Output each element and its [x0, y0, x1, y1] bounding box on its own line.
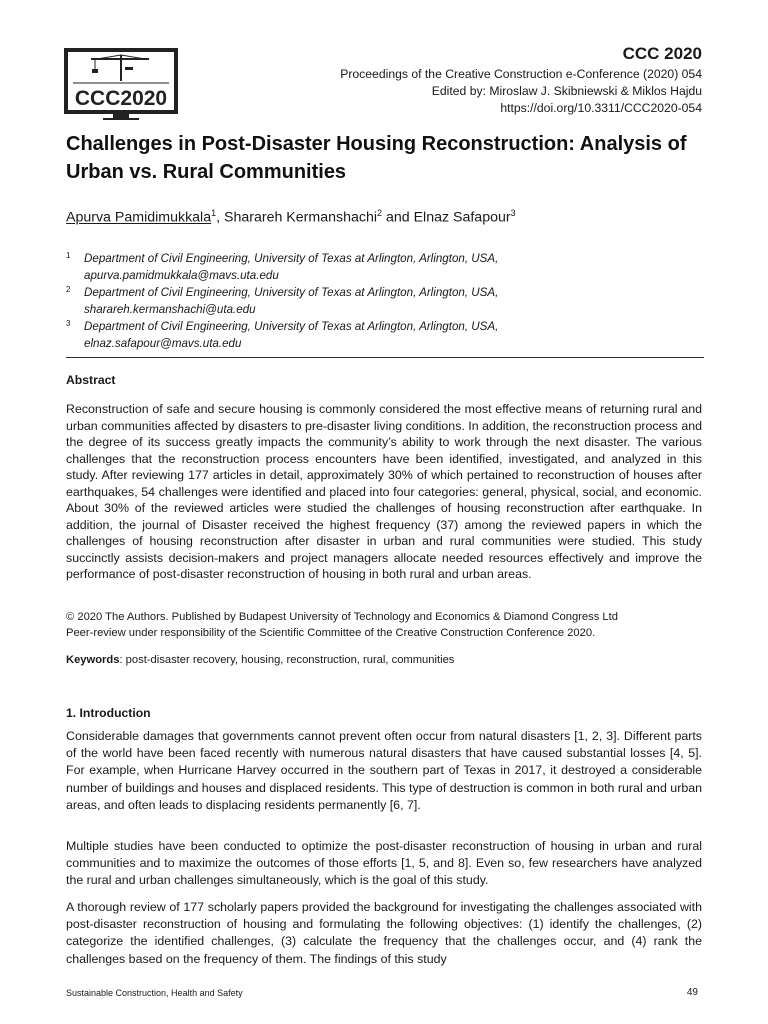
- copyright-line: © 2020 The Authors. Published by Budapest University of Technology and Economics & Diamond Congress Ltd: [66, 611, 618, 623]
- conference-short-title: CCC 2020: [622, 44, 702, 63]
- doi-link[interactable]: https://doi.org/10.3311/CCC2020-054: [500, 101, 702, 115]
- affiliation-dept: Department of Civil Engineering, University of Texas at Arlington, Arlington, USA,: [84, 252, 499, 265]
- introduction-heading: 1. Introduction: [66, 706, 151, 720]
- peer-review-line: Peer-review under responsibility of the Scientific Committee of the Creative Construction Conference 2020.: [66, 627, 596, 639]
- affiliation-item: [66, 250, 706, 284]
- author-name: Sharareh Kermanshachi: [224, 209, 377, 226]
- author-list: [66, 208, 516, 226]
- author-sup: 2: [377, 208, 383, 218]
- affiliation-item: [66, 284, 706, 318]
- intro-paragraph: Multiple studies have been conducted to optimize the post-disaster reconstruction of housing in urban and rural communities and to maximize the outcomes of those efforts [1, 5, and 8]. Even so, few researchers have analyzed the rural and urban challenges simultaneously, which is the goal of this study.: [66, 839, 702, 888]
- author-sup: 3: [510, 208, 516, 218]
- affiliation-number: 2: [66, 285, 71, 294]
- logo-text: CCC2020: [74, 87, 168, 110]
- editors-line: Edited by: Miroslaw J. Skibniewski & Miklos Hajdu: [431, 84, 702, 98]
- affiliation-email[interactable]: apurva.pamidmukkala@mavs.uta.edu: [84, 269, 279, 282]
- affiliation-dept: Department of Civil Engineering, University of Texas at Arlington, Arlington, USA,: [84, 286, 499, 299]
- intro-paragraph: A thorough review of 177 scholarly papers provided the background for investigating the challenges associated with post-disaster reconstruction of housing and formulating the following objectives: (1) identify the challenges, (2) categorize the identified challenges, (3) calculate the frequency that the challenges occur, and (4) rank the challenges based on the frequency of them. The findings of this study: [66, 900, 702, 966]
- affiliation-email[interactable]: elnaz.safapour@mavs.uta.edu: [84, 337, 242, 350]
- affiliation-item: [66, 318, 706, 352]
- author-separator: and: [382, 209, 414, 226]
- affiliations: [66, 250, 706, 352]
- author-separator: ,: [216, 209, 224, 226]
- section-divider: [66, 357, 704, 358]
- author-sup: 1: [211, 208, 217, 218]
- keywords-list: : post-disaster recovery, housing, reconstruction, rural, communities: [119, 654, 455, 666]
- abstract-heading: Abstract: [66, 373, 116, 387]
- proceedings-block: [340, 66, 702, 117]
- affiliation-email[interactable]: sharareh.kermanshachi@uta.edu: [84, 303, 256, 316]
- copyright-notice: [66, 609, 706, 641]
- affiliation-dept: Department of Civil Engineering, University of Texas at Arlington, Arlington, USA,: [84, 320, 499, 333]
- keywords-label: Keywords: [66, 654, 120, 666]
- page-number: 49: [686, 987, 698, 998]
- affiliation-number: 3: [66, 319, 71, 328]
- author-name[interactable]: Apurva Pamidimukkala: [66, 209, 212, 226]
- affiliation-number: 1: [66, 251, 71, 260]
- keywords: [66, 654, 454, 666]
- proceedings-line: Proceedings of the Creative Construction e-Conference (2020) 054: [340, 67, 702, 81]
- author-name: Elnaz Safapour: [413, 209, 511, 226]
- abstract-text: Reconstruction of safe and secure housing is commonly considered the most effective means of returning rural and urban communities affected by disasters to pre-disaster living conditions. In addition, the reconstruction process and the degree of its success greatly impacts the community’s ability to work through the next disaster. The various challenges that the reconstruction process encounters have been identified, investigated, and analyzed in this study. After reviewing 177 articles in detail, approximately 30% of which pertained to reconstruction of houses after earthquakes, 54 challenges were identified and placed into four categories: general, physical, social, and economic. About 30% of the reviewed articles were studied the challenges of housing reconstruction after earthquake. In addition, the journal of Disaster received the highest frequency (37) among the reviewed papers in which the challenges of housing reconstruction after disaster in urban and rural communities were studied. This study succinctly assists decision-makers and project managers allocate needed resources effectively and improve the performance of post-disaster reconstruction of housing in both rural and urban areas.: [66, 402, 702, 581]
- paper-title: Challenges in Post-Disaster Housing Reconstruction: Analysis of Urban vs. Rural Communities: [66, 133, 687, 183]
- footer-section-name: Sustainable Construction, Health and Safety: [66, 988, 243, 998]
- conference-logo: [63, 47, 179, 120]
- intro-paragraph: Considerable damages that governments cannot prevent often occur from natural disasters [1, 2, 3]. Different parts of the world have been faced recently with numerous natural disasters that have caused substantial losses [4, 5]. For example, when Hurricane Harvey occurred in the southern part of Texas in 2017, it destroyed a considerable number of buildings and houses and displaced residents. This type of destruction is common in both rural and urban areas, and often leads to displacing residents permanently [6, 7].: [66, 729, 702, 812]
- ccc2020-logo-icon: [63, 47, 179, 120]
